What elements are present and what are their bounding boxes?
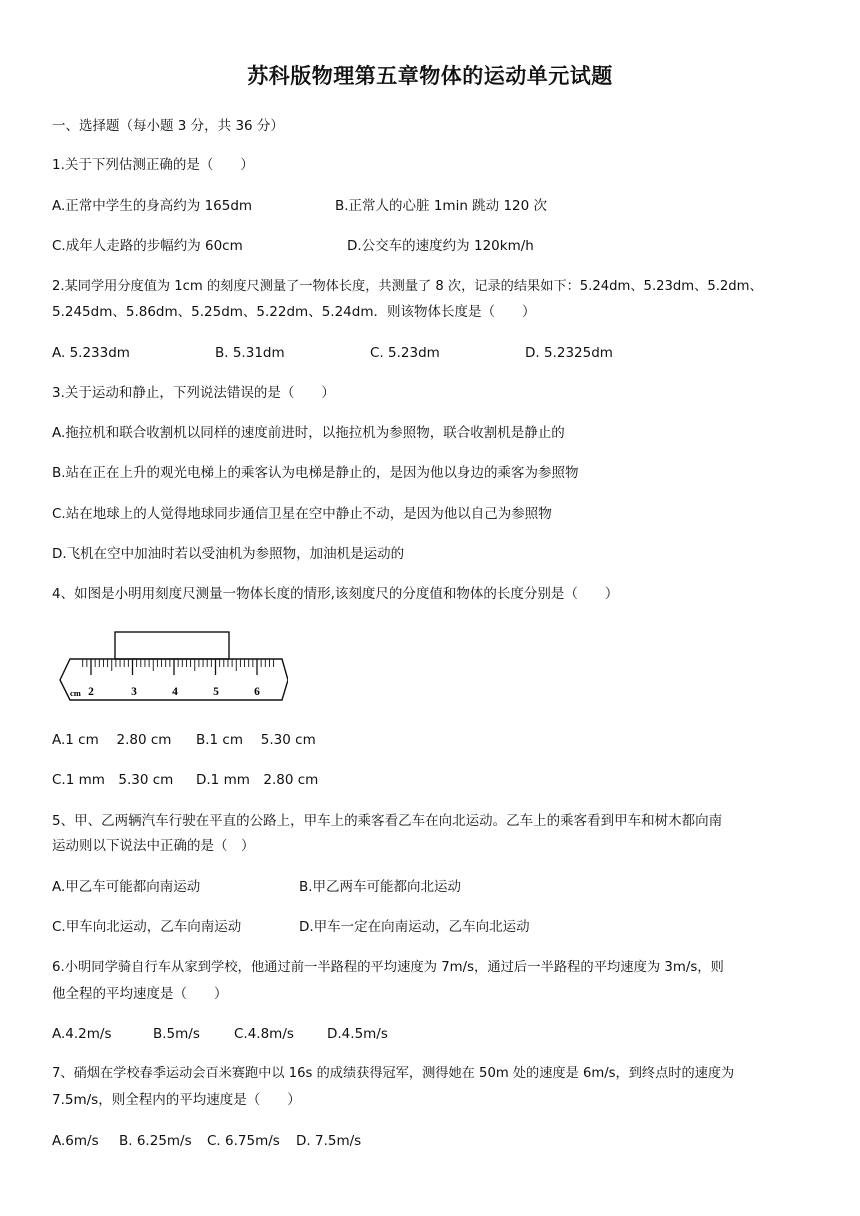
question-5-option-a: A.甲乙车可能都向南运动 [52, 879, 201, 895]
question-3-option-d: D.飞机在空中加油时若以受油机为参照物，加油机是运动的 [52, 546, 405, 562]
question-7-option-a: A.6m/s [52, 1133, 99, 1149]
question-1-option-b: B.正常人的心脏 1min 跳动 120 次 [335, 198, 548, 214]
question-7-option-b: B. 6.25m/s [119, 1133, 192, 1149]
measured-object-block [115, 632, 229, 659]
ruler-tick-label: 4 [172, 686, 178, 698]
ruler-unit-label: cm [70, 688, 81, 698]
question-1-option-c: C.成年人走路的步幅约为 60cm [52, 238, 243, 254]
question-6-option-c: C.4.8m/s [234, 1026, 294, 1042]
question-7-option-d: D. 7.5m/s [296, 1133, 362, 1149]
ruler-figure [58, 630, 288, 702]
question-1-stem: 1.关于下列估测正确的是（ ） [52, 157, 254, 173]
question-6-option-a: A.4.2m/s [52, 1026, 112, 1042]
question-5-option-d: D.甲车一定在向南运动，乙车向北运动 [299, 919, 530, 935]
question-2-option-b: B. 5.31dm [215, 345, 285, 361]
question-3-option-b: B.站在正在上升的观光电梯上的乘客认为电梯是静止的，是因为他以身边的乘客为参照物 [52, 465, 579, 481]
ruler-ticks [83, 659, 274, 675]
question-3-option-a: A.拖拉机和联合收割机以同样的速度前进时，以拖拉机为参照物，联合收割机是静止的 [52, 425, 565, 441]
question-5-option-b: B.甲乙两车可能都向北运动 [299, 879, 462, 895]
ruler-tick-label: 5 [213, 686, 219, 698]
question-2-option-d: D. 5.2325dm [525, 345, 613, 361]
question-2-option-c: C. 5.23dm [370, 345, 440, 361]
ruler-tick-label: 3 [131, 686, 137, 698]
question-1-option-a: A.正常中学生的身高约为 165dm [52, 198, 253, 214]
question-4-option-d: D.1 mm 2.80 cm [196, 772, 319, 788]
question-4-option-b: B.1 cm 5.30 cm [196, 732, 316, 748]
question-4-stem: 4、如图是小明用刻度尺测量一物体长度的情形,该刻度尺的分度值和物体的长度分别是（ ） [52, 586, 619, 602]
question-5-stem-line-2: 运动则以下说法中正确的是（ ） [52, 838, 255, 854]
question-2-stem-line-2: 5.245dm、5.86dm、5.25dm、5.22dm、5.24dm．则该物体长度是（ ） [52, 304, 536, 320]
question-6-stem-line-2: 他全程的平均速度是（ ） [52, 986, 228, 1002]
section-heading: 一、选择题（每小题 3 分，共 36 分） [52, 118, 284, 134]
ruler-tick-label: 6 [254, 686, 260, 698]
question-2-option-a: A. 5.233dm [52, 345, 130, 361]
question-7-option-c: C. 6.75m/s [207, 1133, 280, 1149]
question-5-option-c: C.甲车向北运动，乙车向南运动 [52, 919, 242, 935]
question-4-option-a: A.1 cm 2.80 cm [52, 732, 172, 748]
question-3-stem: 3.关于运动和静止，下列说法错误的是（ ） [52, 385, 335, 401]
page-title: 苏科版物理第五章物体的运动单元试题 [247, 64, 613, 88]
question-7-stem-line-1: 7、硝烟在学校春季运动会百米赛跑中以 16s 的成绩获得冠军，测得她在 50m 处的速度是 6m/s，到终点时的速度为 [52, 1066, 735, 1081]
question-1-option-d: D.公交车的速度约为 120km/h [347, 238, 534, 254]
ruler-tick-label: 2 [88, 686, 94, 698]
question-6-stem-line-1: 6.小明同学骑自行车从家到学校，他通过前一半路程的平均速度为 7m/s，通过后一半路程的平均速度为 3m/s，则 [52, 960, 724, 975]
question-2-stem-line-1: 2.某同学用分度值为 1cm 的刻度尺测量了一物体长度，共测量了 8 次，记录的结果如下：5.24dm、5.23dm、5.2dm、 [52, 279, 763, 294]
question-5-stem-line-1: 5、甲、乙两辆汽车行驶在平直的公路上，甲车上的乘客看乙车在向北运动。乙车上的乘客看到甲车和树木都向南 [52, 813, 723, 829]
question-3-option-c: C.站在地球上的人觉得地球同步通信卫星在空中静止不动，是因为他以自己为参照物 [52, 506, 552, 522]
question-6-option-b: B.5m/s [153, 1026, 200, 1042]
question-7-stem-line-2: 7.5m/s，则全程内的平均速度是（ ） [52, 1092, 301, 1108]
question-6-option-d: D.4.5m/s [327, 1026, 388, 1042]
question-4-option-c: C.1 mm 5.30 cm [52, 772, 174, 788]
